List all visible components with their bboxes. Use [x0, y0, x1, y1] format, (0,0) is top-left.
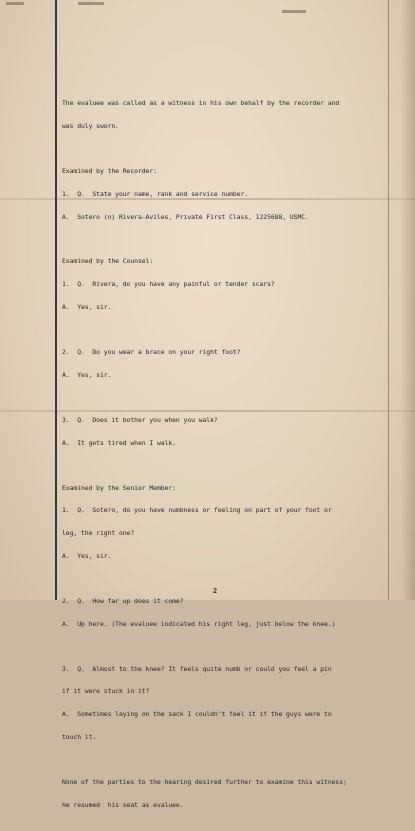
qa-block: [62, 334, 384, 395]
question-line: 3. Q. Does it bother you when you walk?: [62, 415, 218, 424]
qa-block: [62, 402, 384, 463]
ink-mark: [282, 10, 306, 13]
intro-line: The evaluee was called as a witness in his own behalf by the recorder and: [62, 99, 340, 108]
answer-line: A. Sotero (n) Rivera-Aviles, Private First Class, 1225688, USMC.: [62, 212, 309, 221]
answer-line: A. Yes, sir.: [62, 303, 112, 312]
closing-line: None of the parties to the hearing desired further to examine this witness;: [62, 777, 347, 786]
section-heading: Examined by the Senior Member:: [62, 483, 176, 492]
ink-mark: [78, 2, 104, 5]
closing-line: he resumed his seat as evaluee.: [62, 800, 184, 809]
answer-line: A. Yes, sir.: [62, 370, 112, 379]
question-line-continued: if it were stuck in it?: [62, 687, 150, 696]
answer-line-continued: touch it.: [62, 732, 97, 741]
question-line: 1. Q. State your name, rank and service number.: [62, 189, 249, 198]
right-margin-rule: [388, 0, 389, 600]
section-heading: Examined by the Counsel:: [62, 257, 154, 266]
question-line: 1. Q. Rivera, do you have any painful or tender scars?: [62, 280, 275, 289]
qa-block: [62, 650, 384, 756]
page-number: 2: [213, 587, 218, 595]
closing-paragraph: [62, 764, 384, 825]
left-margin-rule: [55, 0, 57, 600]
question-line: 2. Q. How far up does it come?: [62, 596, 184, 605]
ink-mark: [6, 2, 24, 5]
senior-member-examination: [62, 469, 384, 575]
answer-line: A. Up here. (The evaluee indicated his right leg, just below the knee.): [62, 619, 336, 628]
counsel-examination: [62, 243, 384, 327]
page-edge-shadow: [401, 0, 415, 600]
question-line: 3. Q. Almost to the knee? It feels quite numb or could you feel a pin: [62, 664, 332, 673]
top-edge-marks: [0, 2, 415, 16]
answer-line: A. Yes, sir.: [62, 551, 112, 560]
intro-paragraph: [62, 85, 384, 146]
answer-line: A. Sometimes laying on the sack I couldn't feel it if the guys were to: [62, 710, 332, 719]
section-heading: Examined by the Recorder:: [62, 166, 157, 175]
answer-line: A. It gets tired when I walk.: [62, 438, 176, 447]
transcript-body: [62, 85, 384, 831]
question-line: 2. Q. Do you wear a brace on your right foot?: [62, 348, 241, 356]
recorder-examination: [62, 153, 384, 237]
intro-line: was duly sworn.: [62, 121, 119, 130]
question-line-continued: leg, the right one?: [62, 529, 135, 538]
qa-block: [62, 583, 384, 644]
question-line: 1. Q. Sotero, do you have numbness or feeling on part of your foot or: [62, 506, 332, 515]
